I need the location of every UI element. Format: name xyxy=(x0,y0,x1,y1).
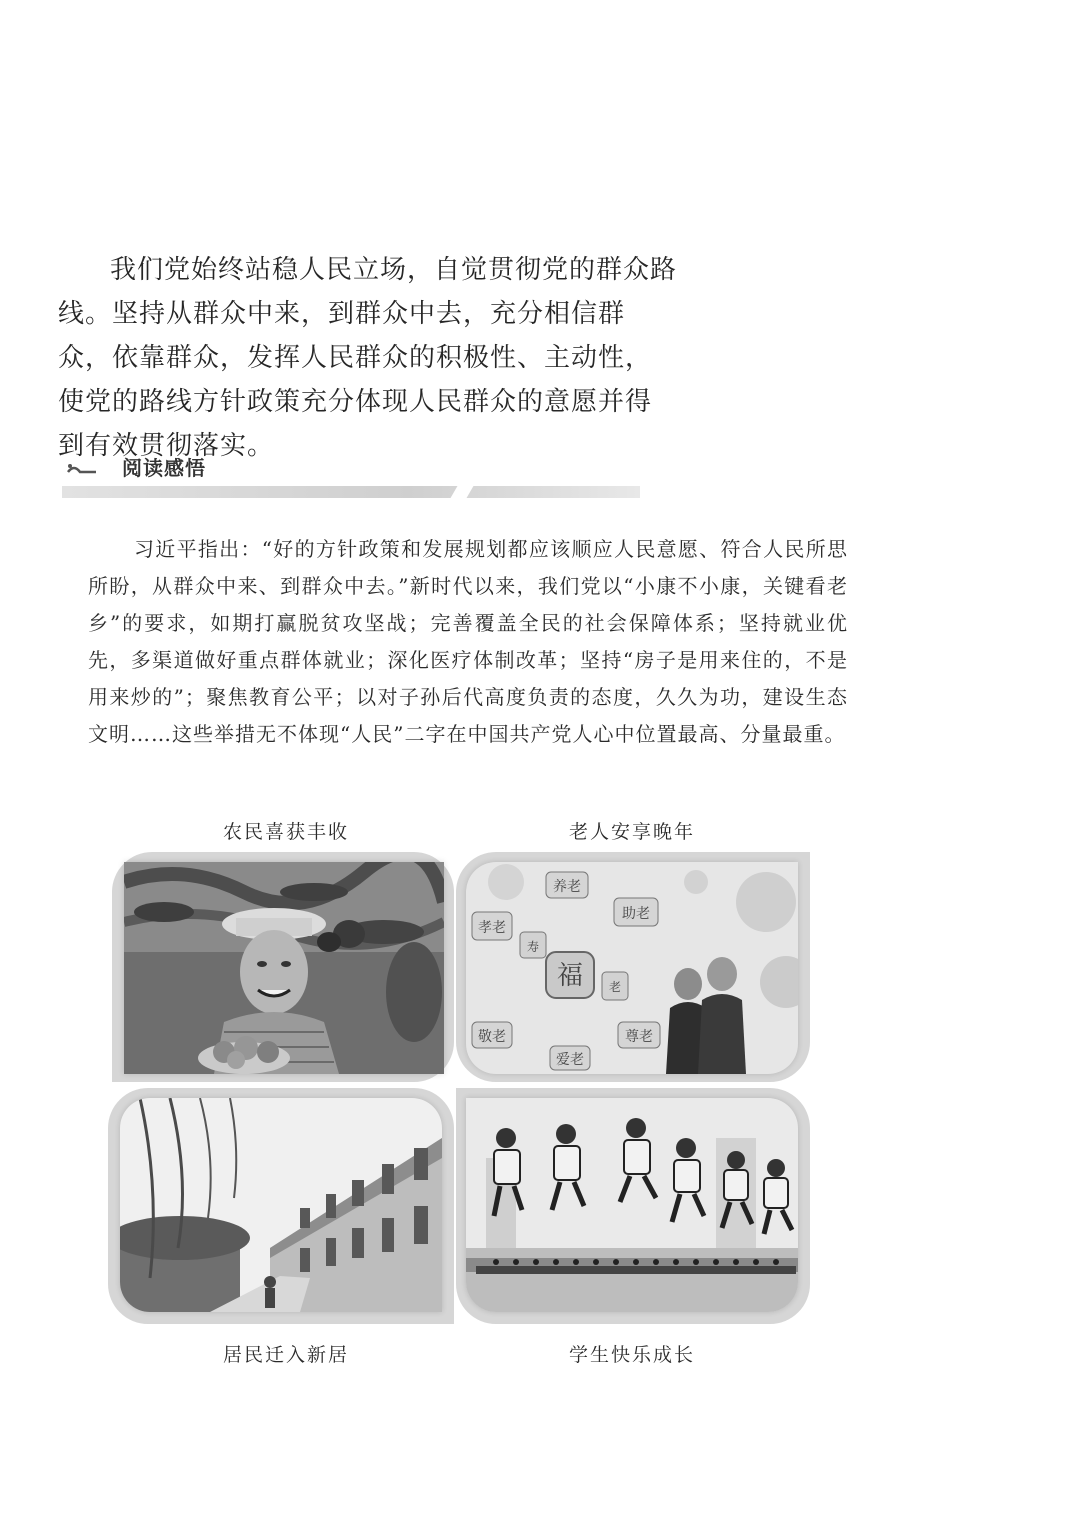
caption-elderly: 老人安享晚年 xyxy=(568,821,695,843)
sign-ailao: 爱老 xyxy=(556,1052,584,1068)
farmer-harvest-image xyxy=(124,862,444,1074)
photo-farmer-harvest xyxy=(124,862,444,1074)
sign-zhulao: 助老 xyxy=(622,906,650,922)
photo-residents-new-homes xyxy=(120,1098,442,1312)
sign-yanglao: 养老 xyxy=(553,879,581,895)
section-title: 阅读感悟 xyxy=(122,456,206,480)
heading-underline-bar xyxy=(62,486,640,498)
caption-residents: 居民迁入新居 xyxy=(222,1344,349,1366)
photo-students-jumping xyxy=(466,1098,798,1312)
sign-lao: 老 xyxy=(608,980,622,994)
caption-students: 学生快乐成长 xyxy=(568,1344,695,1366)
sign-fu: 福 xyxy=(556,961,584,991)
main-paragraph-block xyxy=(58,248,678,468)
quote-paragraph: 习近平指出：“好的方针政策和发展规划都应该顺应人民意愿、符合人民所思所盼，从群众中来、到群众中去。”新时代以来，我们党以“小康不小康，关键看老乡”的要求，如期打赢脱贫攻坚战；完善覆盖全民的社会保障体系；坚持就业优先，多渠道做好重点群体就业；深化医疗体制改革；坚持“房子是用来住的，不是用来炒的”；聚焦教育公平；以对子孙后代高度负责的态度，久久为功，建设生态文明……这些举措无不体现“人民”二字在中国共产党人心中位置最高、分量最重。 xyxy=(88,537,848,746)
residents-new-homes-image xyxy=(120,1098,442,1312)
sign-jinglao: 敬老 xyxy=(478,1029,506,1045)
elderly-center-image xyxy=(466,862,798,1074)
caption-farmer: 农民喜获丰收 xyxy=(222,821,349,843)
sign-shou: 寿 xyxy=(526,940,540,954)
heading-ornament-icon xyxy=(66,458,98,478)
students-jumping-image xyxy=(466,1098,798,1312)
section-heading xyxy=(62,448,640,500)
quote-block xyxy=(88,531,848,753)
photo-elderly-center xyxy=(466,862,798,1074)
sign-xiaolao: 孝老 xyxy=(478,920,506,936)
main-paragraph: 我们党始终站稳人民立场，自觉贯彻党的群众路线。坚持从群众中来，到群众中去，充分相信群众，依靠群众，发挥人民群众的积极性、主动性，使党的路线方针政策充分体现人民群众的意愿并得到有效贯彻落实。 xyxy=(58,255,678,461)
sign-zunlao: 尊老 xyxy=(625,1029,653,1045)
